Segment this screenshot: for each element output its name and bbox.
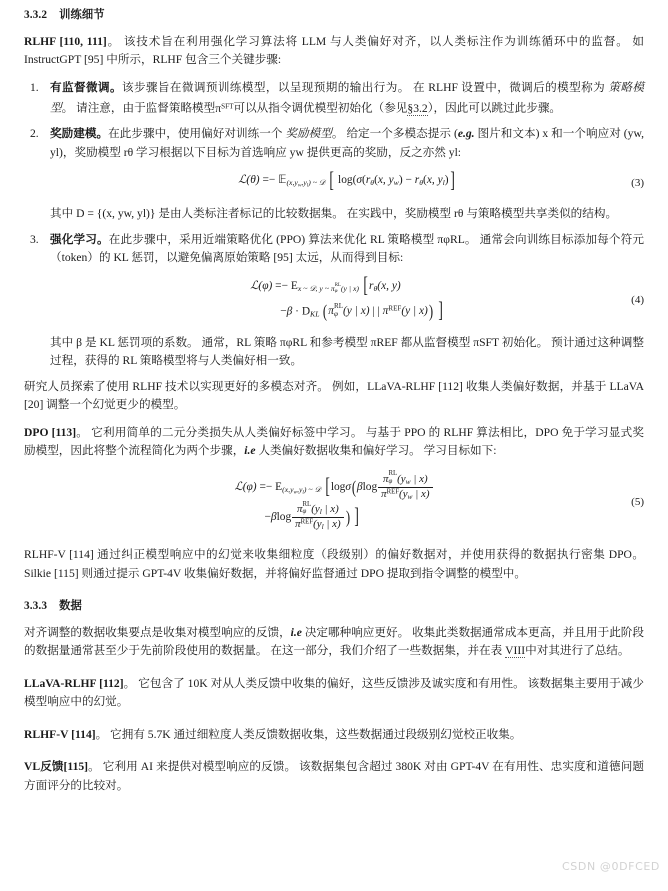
list-item-step-3 (50, 231, 644, 371)
step-emph-2b: e.g. (457, 127, 475, 141)
step-text-1b: 。 请注意，由于监督策略模型 (61, 101, 216, 115)
paragraph-dataset-rlhf-v (24, 726, 644, 745)
step-lead-3: 强化学习。 (50, 232, 109, 246)
data-intro-text-b: 决定哪种响应更好。 收集此类数据通常成本更高，并且用于此阶段的数据量通常甚至少于先前阶段使用的数据量。 在这一部分，我们介绍了一些数据集，并在表 (24, 625, 644, 658)
dataset-lead-rlhf-v: RLHF-V [114] (24, 727, 96, 741)
list-item-step-1 (50, 79, 644, 119)
step-lead-1: 有监督微调。 (50, 80, 122, 94)
watermark: CSDN @0DFCED (562, 860, 660, 873)
equation-4 (50, 273, 644, 324)
paragraph-rlhfv-silkie (24, 546, 644, 583)
dataset-text-rlhf-v: 它拥有 5.7K 通过细粒度人类反馈数据收集，这些数据通过段级别幻觉校正收集。 (110, 727, 522, 741)
paragraph-rlhf-intro (24, 33, 644, 70)
paragraph-data-intro (24, 624, 644, 661)
page-content (24, 8, 644, 804)
equation-3-number: (3) (631, 177, 644, 190)
lead-suffix: 。 (95, 727, 108, 741)
step-text-2b: 。 给定一个多模态提示 ( (331, 127, 458, 141)
equation-5-number: (5) (631, 496, 644, 509)
paragraph-dataset-vl-feedback (24, 758, 644, 795)
paragraph-body-rlhf: 该技术旨在利用强化学习算法将 LLM 与人类偏好对齐，以人类标注作为训练循环中的监督。 如 InstructGPT [95] 中所示，RLHF 包含三个关键步骤: (24, 34, 644, 67)
cross-reference-section-3-2[interactable]: §3.2 (407, 101, 428, 115)
step-emph-1: 策略模型 (50, 80, 644, 115)
data-intro-emph: i.e (290, 625, 302, 639)
step-text-2a: 在此步骤中，使用偏好对训练一个 (108, 127, 286, 141)
dataset-text-llava-rlhf: 它包含了 10K 对从人类反馈中收集的偏好，这些反馈涉及诚实度和有用性。 该数据集主要用于减少模型响应中的幻觉。 (24, 676, 644, 709)
equation-3 (50, 167, 644, 195)
step-text-3a: 在此步骤中，采用近端策略优化 (PPO) 算法来优化 RL 策略模型 πφRL。 通常会向训练目标添加每个符元（token）的 KL 惩罚，以避免偏离原始策略 [95] 太远，从而得到目标: (50, 232, 644, 265)
paragraph-text: 研究人员探索了使用 RLHF 技术以实现更好的多模态对齐。 例如，LLaVA-RLHF [112] 收集人类偏好数据，并基于 LLaVA [20] 调整一个幻觉更少的模型。 (24, 379, 644, 412)
dataset-text-vl-feedback: 它利用 AI 来提供对模型响应的反馈。 该数据集包含超过 380K 对由 GPT-4V 在有用性、忠实度和道德问题方面评分的比较对。 (24, 760, 644, 792)
step-text-2c: 图片和文本) x 和一个响应对 (yw, yl)，奖励模型 rθ 学习根据以下目标为首选响应 yw 提供更高的奖励，反之亦然 yl: (50, 127, 644, 159)
step-emph-2: 奖励模型 (285, 127, 332, 141)
paragraph-rlhf-multimodal (24, 378, 644, 415)
step-text-1d: ），因此可以跳过此步骤。 (427, 101, 562, 115)
data-intro-text-c: 中对其进行了总结。 (525, 644, 630, 658)
lead-suffix: 。 (123, 676, 136, 690)
equation-4-body: ℒ(φ) =− $E_{x \sim 𝒟, y \sim \pi RL \varphi (y | x)}$ [$r_\theta(x$, y) $-\beta \cdot D_{KL}$ (π RL φ (y | x) | | $\pi^{REF}(y$ | x)) ] (250, 273, 443, 323)
step-note-2: 其中 D = {(x, yw, yl)} 是由人类标注者标记的比较数据集。 在实践中，奖励模型 rθ 与策略模型共享类似的结构。 (50, 207, 618, 221)
lead-suffix: 。 (106, 34, 121, 48)
equation-5 (24, 470, 644, 532)
paragraph-dataset-llava-rlhf (24, 675, 644, 712)
list-item-step-2 (50, 125, 644, 224)
rlhf-steps-list (24, 79, 644, 371)
equation-5-body: ℒ(φ) =− $E_{(x,y_w,y_l) \sim 𝒟}$ [logσ(βlog π RL φ ($y_w$ | x) $\pi^{REF}(y_w$ | x) −βlog π RL φ ($y_l$ | x) $\pi^{REF}(y_l$ | x) ) ] (24, 473, 644, 532)
lead-suffix-dpo: 。 (76, 425, 89, 439)
paragraph-dpo (24, 424, 644, 461)
step-lead-2: 奖励建模。 (50, 127, 109, 141)
section-number: 3.3.3 (24, 600, 48, 613)
data-intro-text-a: 对齐调整的数据收集要点是收集对模型响应的反馈， (24, 625, 291, 639)
dataset-lead-vl-feedback: VL反馈[115] (24, 760, 89, 774)
equation-3-body: ℒ(θ) =− 𝔼$_{(x,y_w,y_l) \sim 𝒟}$ [ $\log(\sigma(r_\theta(x$, $y_w) - r_\theta(x$, $y_l$)] (238, 167, 455, 192)
paragraph-lead-dpo: DPO [113] (24, 425, 77, 439)
paragraph-text-dpo-a: 它利用简单的二元分类损失从人类偏好标签中学习。 与基于 PPO 的 RLHF 算法相比，DPO 免于学习显式奖励模型，因此将整个流程简化为两个步骤， (24, 425, 644, 458)
symbol-pi-sft: $\pi^{SFT}$ (215, 101, 234, 115)
step-text-1c: 可以从指令调优模型初始化（参见 (233, 101, 408, 115)
paragraph-emph-dpo: i.e (244, 444, 256, 458)
lead-suffix: 。 (88, 760, 100, 774)
section-heading-3-3-2 (24, 8, 644, 23)
paragraph-text-dpo-b: 人类偏好数据收集和偏好学习。 学习目标如下: (255, 444, 497, 458)
cross-reference-table-viii[interactable]: VIII (505, 644, 526, 658)
step-note-3: 其中 β 是 KL 惩罚项的系数。 通常，RL 策略 πφRL 和参考模型 πREF 都从监督模型 πSFT 初始化。 预计通过这种调整过程，获得的 RL 策略模型将与人类偏好相一致。 (50, 335, 644, 368)
dataset-lead-llava-rlhf: LLaVA-RLHF [112] (24, 676, 124, 690)
section-title: 训练细节 (59, 9, 105, 21)
step-text-1a: 该步骤旨在微调预训练模型，以呈现预期的输出行为。 在 RLHF 设置中，微调后的模型称为 (121, 80, 609, 94)
section-number: 3.3.2 (24, 9, 48, 21)
equation-4-number: (4) (631, 294, 644, 307)
section-heading-3-3-3 (24, 599, 644, 614)
paragraph-text: RLHF-V [114] 通过纠正模型响应中的幻觉来收集细粒度（段级别）的偏好数据对，并使用获得的数据执行密集 DPO。 Silkie [115] 则通过提示 GPT-4V 收集偏好数据，并将偏好监督通过 DPO 提取到指令调整的模型中。 (24, 548, 644, 580)
section-title: 数据 (59, 600, 82, 613)
paragraph-lead-rlhf: RLHF [110, 111] (24, 34, 107, 48)
